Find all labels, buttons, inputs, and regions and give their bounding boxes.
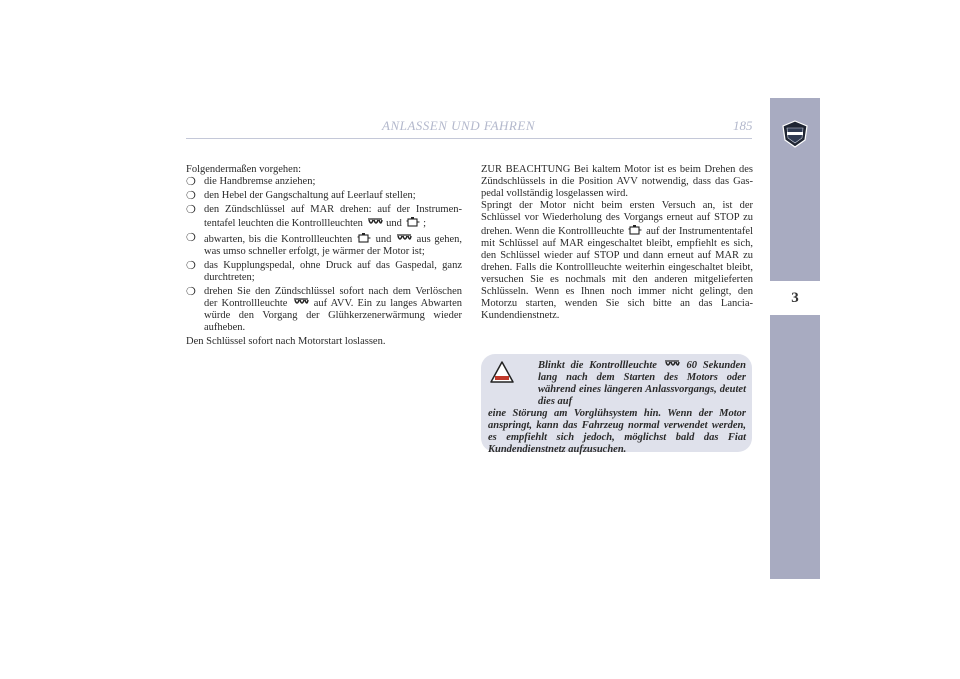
bullet-marker: ❍ [186,286,196,298]
list-item: ❍ das Kupplungspedal, ohne Druck auf das Gaspedal, ganz durchtreten; [186,260,462,283]
list-item: ❍ den Zündschlüssel auf MAR drehen: auf der Instrumententafel leuchten die Kontrollleuchten und ; [186,204,462,229]
bullet-marker: ❍ [186,260,196,272]
intro-text: Folgendermaßen vorgehen: [186,164,301,175]
list-item: ❍ die Handbremse anziehen; [186,176,316,188]
list-item: ❍ drehen Sie den Zündschlüssel sofort nach dem Verlöschen der Kontrollleuchte auf AVV. Ein zu langes Abwarten würde den Vorgang der Glühkerzenerwärmung wieder aufheben. [186,286,463,333]
glow-plug-icon [367,218,383,228]
bullet-marker: ❍ [186,176,196,188]
page-header-title: ANLASSEN UND FAHREN [382,118,535,133]
procedure-steps [186,176,462,334]
engine-failure-icon [406,216,420,228]
glow-plug-icon [293,298,309,308]
engine-failure-icon [357,232,371,244]
closing-text: Den Schlüssel sofort nach Motorstart loslassen. [186,336,386,347]
header-rule [186,138,752,139]
glow-plug-icon [664,360,680,370]
chapter-side-strip [770,98,820,579]
list-item: ❍ den Hebel der Gangschaltung auf Leerlauf stellen; [186,190,416,202]
bullet-marker: ❍ [186,204,196,216]
left-column [186,164,462,348]
note-paragraph: ZUR BEACHTUNG Bei kaltem Motor ist es beim Drehen des Zündschlüssels in die Position AVV notwendig, dass das Gaspedal vollständig losgelassen wird. [481,164,753,199]
right-column [481,164,753,322]
restart-paragraph: Springt der Motor nicht beim ersten Versuch an, ist der Schlüssel vor Wiederholung des Vorgangs erneut auf STOP zu drehen. Wenn die Kontrollleuchte auf der Instrumententafel mit Schlüssel auf MAR eingeschaltet bleibt, empfiehlt es sich, den Schlüssel wieder auf STOP und dann erneut auf MAR zu drehen. Falls die Kontrollleuchte weiterhin eingeschaltet bleibt, versuchen Sie es nochmals mit den anderen mitgelieferten Schlüsseln. Wenn es Ihnen noch immer nicht gelingt, den Motorzu starten, wenden Sie sich bitte an das Lancia-Kundendienstnetz. [481,200,754,321]
lancia-logo [781,120,809,148]
list-item: ❍ abwarten, bis die Kontrollleuchten und aus gehen, was umso schneller erfolgt, je wärmer der Motor ist; [186,232,463,257]
chapter-number-tab: 3 [770,281,820,315]
warning-text: Blinkt die Kontrollleuchte 60 Sekunden lang nach dem Starten des Motors oder während eines längeren Anlassvorgangs, deutet dies auf eine Störung am Vorglühsystem hin. Wenn der Motor anspringt, kann das Fahrzeug normal verwendet werden, es empfiehlt sich jedoch, möglichst bald das Fiat Kundendienstnetz aufzusuchen. [488,360,747,455]
engine-failure-icon [628,224,642,236]
bullet-marker: ❍ [186,232,196,244]
page-number: 185 [733,118,753,133]
bullet-marker: ❍ [186,190,196,202]
glow-plug-icon [396,234,412,244]
